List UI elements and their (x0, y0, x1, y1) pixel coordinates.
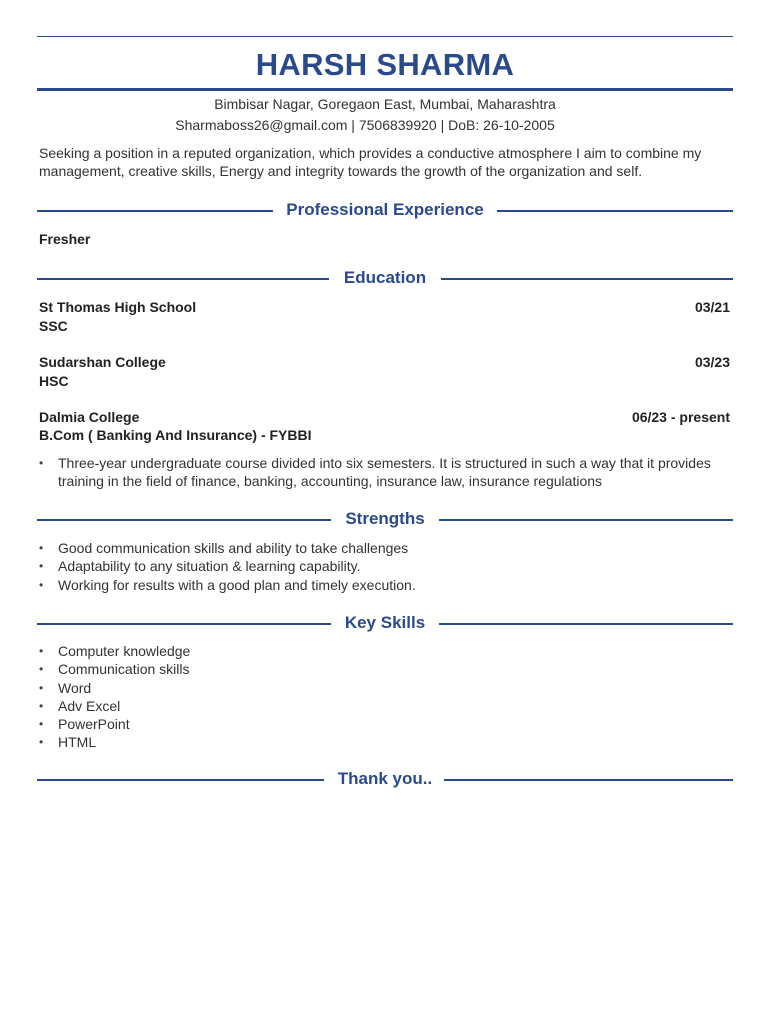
section-rule-right (441, 278, 733, 280)
name-divider (37, 88, 733, 91)
education-entry-school (39, 409, 730, 425)
list-item: • PowerPoint (39, 716, 130, 733)
bullet-icon: • (39, 662, 44, 677)
section-rule-right (497, 210, 733, 212)
top-divider (37, 36, 733, 37)
list-item: • Word (39, 679, 92, 696)
section-rule-right (439, 623, 733, 625)
education-degree: HSC (39, 373, 69, 389)
bullet-icon: • (39, 644, 44, 658)
education-date: 06/23 - present (631, 409, 730, 425)
school-name: Sudarshan College (39, 354, 166, 370)
education-date: 03/23 (694, 354, 730, 370)
list-item: • HTML (39, 734, 97, 751)
education-date: 03/21 (694, 299, 730, 315)
section-title-education: Education (343, 268, 427, 287)
bullet-icon: • (39, 541, 44, 555)
list-item: • Working for results with a good plan and timely execution. (39, 576, 416, 593)
bullet-icon: • (39, 698, 44, 713)
bullet-icon: • (39, 559, 44, 574)
experience-text: Fresher (39, 231, 91, 247)
section-rule-right (444, 779, 733, 781)
candidate-name: HARSH SHARMA (255, 47, 515, 82)
contact-line: Sharmaboss26@gmail.com | 7506839920 | DoB: 26-10-2005 (175, 117, 555, 133)
education-degree: B.Com ( Banking And Insurance) - FYBBI (39, 427, 312, 443)
section-header-education (37, 268, 733, 290)
list-item: • Adaptability to any situation & learning capability. (39, 558, 361, 575)
section-title-strengths: Strengths (345, 509, 425, 528)
school-name: Dalmia College (39, 409, 140, 425)
closing-text: Thank you.. (337, 769, 433, 788)
section-header-closing (37, 769, 733, 791)
bullet-icon: • (39, 735, 44, 750)
bullet-icon: • (39, 680, 44, 695)
bullet-icon: • (39, 717, 44, 732)
list-item: • Good communication skills and ability to take challenges (39, 540, 409, 556)
list-item: • Three-year undergraduate course divided into six semesters. It is structured in such a way that it provides training in the field of finance, banking, accounting, insurance law, insurance regulations (39, 455, 711, 490)
education-entry-school (39, 299, 730, 315)
education-degree: SSC (39, 318, 68, 334)
education-entry-school (39, 354, 730, 370)
school-name: St Thomas High School (39, 299, 197, 315)
section-rule-right (439, 519, 733, 521)
section-title-skills: Key Skills (344, 613, 426, 632)
section-title-experience: Professional Experience (286, 200, 484, 219)
skills-list (37, 642, 733, 752)
strengths-list (37, 539, 733, 594)
bullet-icon: • (39, 577, 44, 592)
section-header-experience (37, 200, 733, 222)
list-item: • Adv Excel (39, 697, 121, 714)
list-item: • Communication skills (39, 661, 190, 678)
section-header-skills (37, 613, 733, 635)
section-header-strengths (37, 509, 733, 531)
objective-text: Seeking a position in a reputed organization, which provides a conductive atmosphere I aim to combine my management, creative skills, Energy and integrity towards the growth of the organization and self. (39, 145, 702, 179)
bullet-icon: • (39, 456, 44, 470)
address-line: Bimbisar Nagar, Goregaon East, Mumbai, Maharashtra (214, 96, 556, 112)
education-details-list (37, 454, 733, 491)
list-item: • Computer knowledge (39, 643, 191, 659)
